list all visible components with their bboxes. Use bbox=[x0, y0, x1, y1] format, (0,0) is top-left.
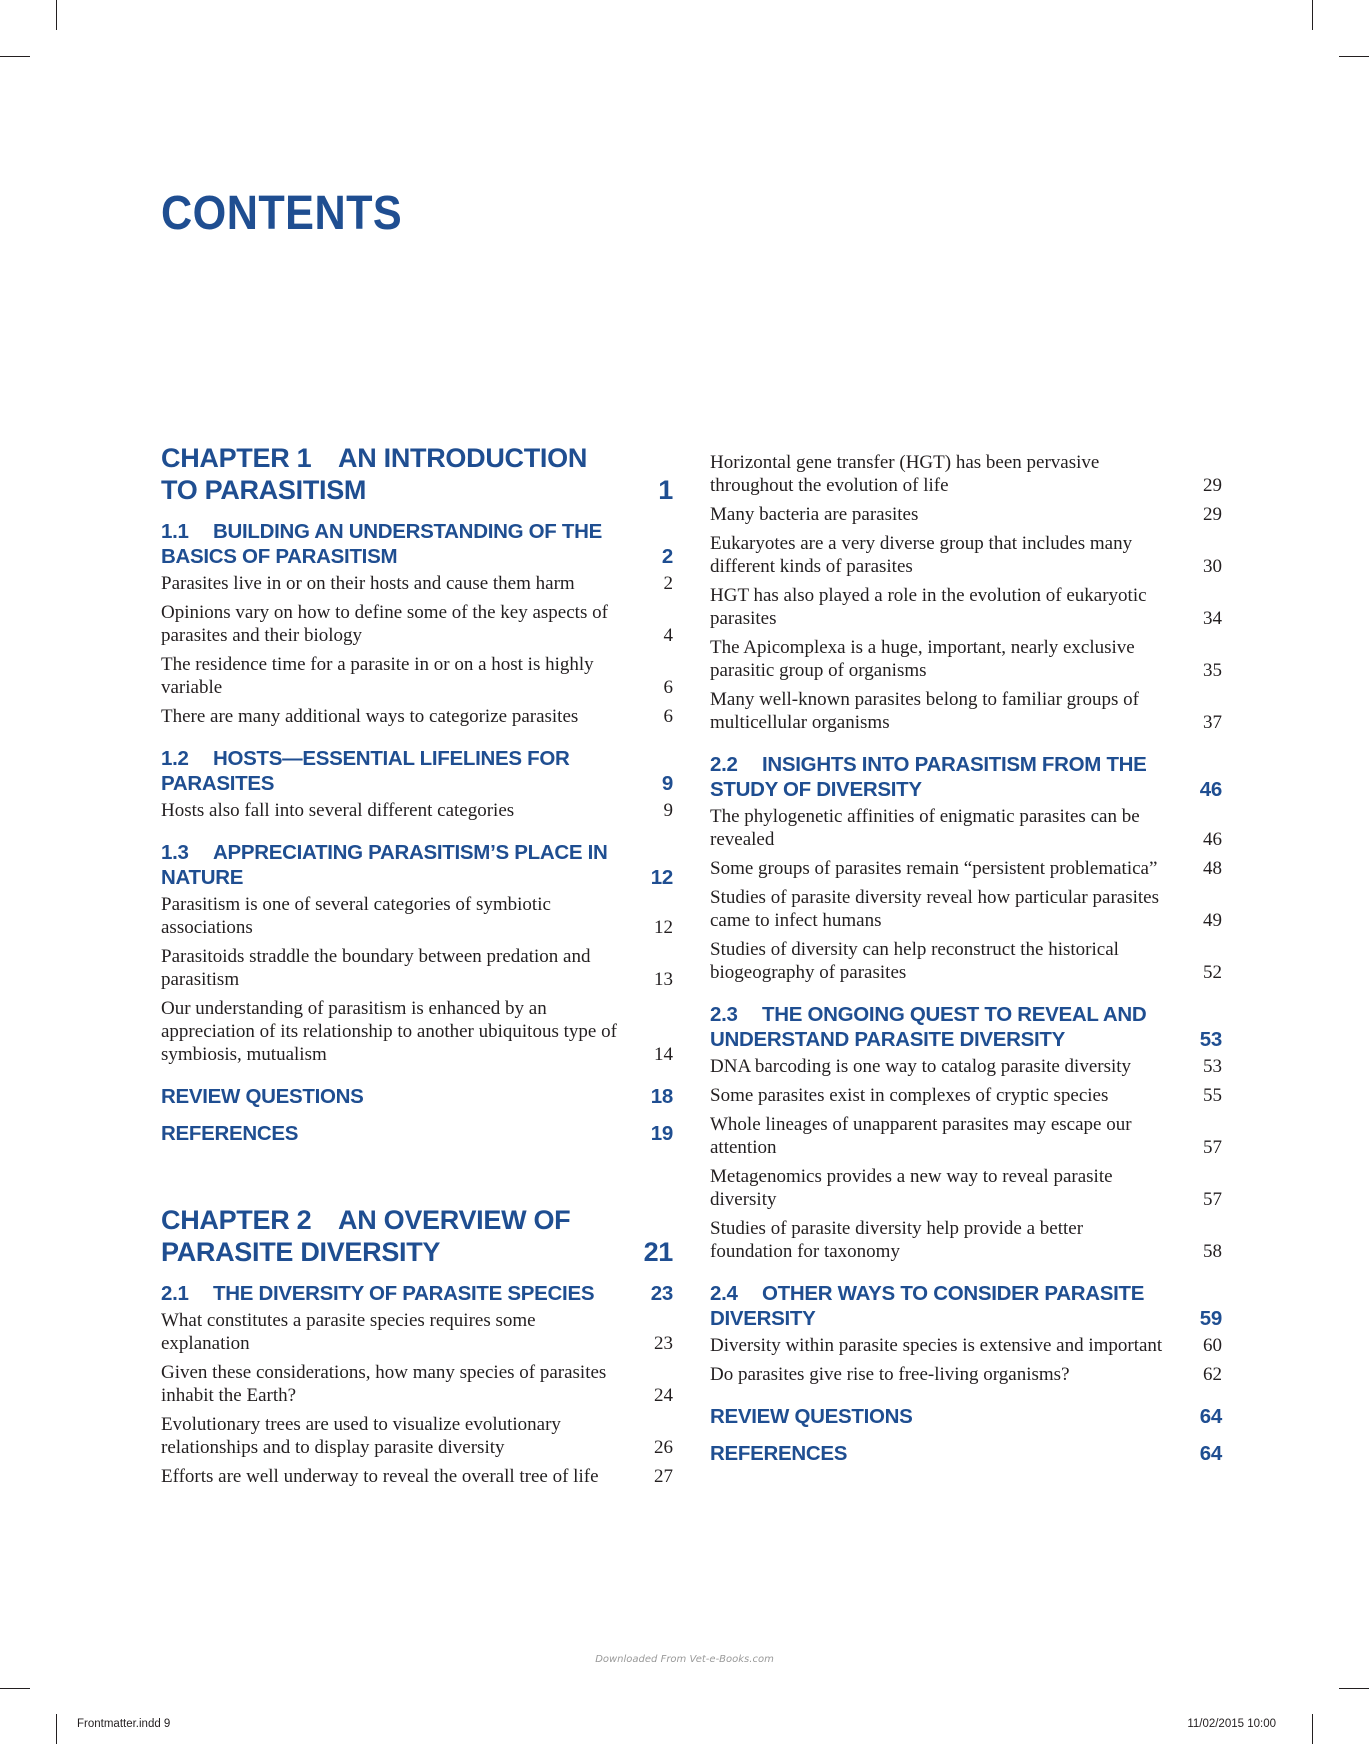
toc-endnote[interactable] bbox=[161, 1084, 673, 1109]
page-number: 34 bbox=[1203, 608, 1222, 629]
page-number: 37 bbox=[1203, 712, 1222, 733]
toc-entry-title bbox=[710, 688, 1222, 734]
crop-mark bbox=[1339, 1688, 1369, 1689]
toc-item[interactable] bbox=[161, 997, 673, 1066]
toc-entry-title bbox=[710, 584, 1222, 630]
chapter-label: CHAPTER 1 bbox=[161, 443, 312, 473]
toc-entry-title bbox=[161, 519, 673, 569]
page-number: 4 bbox=[663, 625, 673, 646]
section-number: 1.2 bbox=[161, 747, 189, 770]
toc-item[interactable] bbox=[161, 945, 673, 991]
page-number: 53 bbox=[1199, 1028, 1222, 1051]
toc-item[interactable] bbox=[710, 857, 1222, 880]
page-number: 60 bbox=[1203, 1335, 1222, 1356]
toc-item[interactable] bbox=[710, 1055, 1222, 1078]
page-number: 24 bbox=[654, 1385, 673, 1406]
toc-item[interactable] bbox=[710, 1113, 1222, 1159]
page-number: 57 bbox=[1203, 1137, 1222, 1158]
chapter-title: AN INTRODUCTION TO PARASITISM bbox=[161, 443, 588, 505]
toc-item[interactable] bbox=[710, 1165, 1222, 1211]
toc-entry-title bbox=[710, 1113, 1222, 1159]
section-number: 2.2 bbox=[710, 753, 738, 776]
crop-mark bbox=[1312, 0, 1313, 30]
entry-text: Our understanding of parasitism is enhanced by an appreciation of its relationship to another ubiquitous type of symbiosis, mutualism bbox=[161, 998, 617, 1065]
entry-text: REFERENCES bbox=[710, 1442, 848, 1465]
chapter-title: AN OVERVIEW OF PARASITE DIVERSITY bbox=[161, 1205, 571, 1267]
toc-entry-title bbox=[161, 840, 673, 890]
toc-endnote[interactable] bbox=[710, 1441, 1222, 1466]
toc-entry-title bbox=[710, 1334, 1222, 1357]
toc-entry-title bbox=[710, 1002, 1222, 1052]
page-number: 14 bbox=[654, 1044, 673, 1065]
section-title: THE DIVERSITY OF PARASITE SPECIES bbox=[213, 1282, 595, 1305]
page-number: 57 bbox=[1203, 1189, 1222, 1210]
page-number: 55 bbox=[1203, 1085, 1222, 1106]
toc-item[interactable] bbox=[710, 1363, 1222, 1386]
toc-item[interactable] bbox=[161, 1361, 673, 1407]
toc-entry-title bbox=[161, 1281, 673, 1306]
toc-entry-title bbox=[710, 1404, 1222, 1429]
entry-text: Studies of diversity can help reconstruct the historical biogeography of parasites bbox=[710, 939, 1119, 983]
page-number: 48 bbox=[1203, 858, 1222, 879]
section-title: BUILDING AN UNDERSTANDING OF THE BASICS OF PARASITISM bbox=[161, 520, 602, 568]
page-number: 23 bbox=[654, 1333, 673, 1354]
entry-text: Parasites live in or on their hosts and cause them harm bbox=[161, 573, 575, 594]
toc-entry-title bbox=[161, 705, 673, 728]
page-number: 29 bbox=[1203, 475, 1222, 496]
toc-entry-title bbox=[161, 1413, 673, 1459]
entry-text: Efforts are well underway to reveal the overall tree of life bbox=[161, 1466, 599, 1487]
entry-text: REVIEW QUESTIONS bbox=[161, 1085, 364, 1108]
slug-date: 11/02/2015 10:00 bbox=[1187, 1718, 1276, 1730]
toc-entry-title bbox=[161, 799, 673, 822]
crop-mark bbox=[0, 1688, 30, 1689]
toc-entry-title bbox=[710, 857, 1222, 880]
toc-entry-title bbox=[710, 1363, 1222, 1386]
toc-item[interactable] bbox=[710, 636, 1222, 682]
page-number: 12 bbox=[654, 917, 673, 938]
entry-text: Do parasites give rise to free-living organisms? bbox=[710, 1364, 1070, 1385]
toc-item[interactable] bbox=[710, 1334, 1222, 1357]
toc-entry-title bbox=[710, 451, 1222, 497]
page-number: 2 bbox=[663, 573, 673, 594]
toc-item[interactable] bbox=[710, 503, 1222, 526]
page-number: 12 bbox=[650, 866, 673, 889]
toc-endnote[interactable] bbox=[161, 1121, 673, 1146]
page-number: 19 bbox=[650, 1122, 673, 1145]
toc-entry-title bbox=[161, 997, 673, 1066]
page-number: 30 bbox=[1203, 556, 1222, 577]
watermark: Downloaded From Vet-e-Books.com bbox=[595, 1654, 774, 1665]
toc-item[interactable] bbox=[161, 1413, 673, 1459]
toc-entry-title bbox=[710, 1084, 1222, 1107]
toc-entry-title bbox=[710, 636, 1222, 682]
toc-entry-title bbox=[710, 938, 1222, 984]
toc-entry-title bbox=[161, 1361, 673, 1407]
page-number: 29 bbox=[1203, 504, 1222, 525]
toc-item[interactable] bbox=[161, 1465, 673, 1488]
crop-mark bbox=[1312, 1714, 1313, 1744]
toc-right-column bbox=[710, 445, 1222, 1466]
toc-entry-title bbox=[161, 893, 673, 939]
toc-item[interactable] bbox=[161, 653, 673, 699]
page-number: 46 bbox=[1203, 829, 1222, 850]
entry-text: DNA barcoding is one way to catalog parasite diversity bbox=[710, 1056, 1132, 1077]
toc-entry-title bbox=[710, 886, 1222, 932]
toc-item[interactable] bbox=[710, 532, 1222, 578]
toc-section[interactable] bbox=[710, 752, 1222, 802]
toc-item[interactable] bbox=[161, 1309, 673, 1355]
entry-text: What constitutes a parasite species requires some explanation bbox=[161, 1310, 536, 1354]
chapter-label: CHAPTER 2 bbox=[161, 1205, 312, 1235]
entry-text: Whole lineages of unapparent parasites may escape our attention bbox=[710, 1114, 1132, 1158]
entry-text: Horizontal gene transfer (HGT) has been pervasive throughout the evolution of life bbox=[710, 452, 1100, 496]
toc-section[interactable] bbox=[710, 1002, 1222, 1052]
entry-text: Some parasites exist in complexes of cryptic species bbox=[710, 1085, 1109, 1106]
page-number: 2 bbox=[661, 545, 673, 568]
entry-text: Some groups of parasites remain “persistent problematica” bbox=[710, 858, 1158, 879]
toc-section[interactable] bbox=[161, 519, 673, 569]
section-title: THE ONGOING QUEST TO REVEAL AND UNDERSTAND PARASITE DIVERSITY bbox=[710, 1003, 1147, 1051]
toc-item[interactable] bbox=[710, 938, 1222, 984]
toc-entry-title bbox=[161, 1084, 673, 1109]
page-number: 21 bbox=[643, 1237, 673, 1267]
entry-text: Opinions vary on how to define some of the key aspects of parasites and their biology bbox=[161, 602, 608, 646]
toc-item[interactable] bbox=[161, 893, 673, 939]
toc-item[interactable] bbox=[710, 688, 1222, 734]
page-number: 62 bbox=[1203, 1364, 1222, 1385]
page-number: 58 bbox=[1203, 1241, 1222, 1262]
section-number: 1.1 bbox=[161, 520, 189, 543]
toc-endnote[interactable] bbox=[710, 1404, 1222, 1429]
page-number: 26 bbox=[654, 1437, 673, 1458]
section-title: HOSTS—ESSENTIAL LIFELINES FOR PARASITES bbox=[161, 747, 570, 795]
toc-item[interactable] bbox=[161, 601, 673, 647]
toc-item[interactable] bbox=[710, 1084, 1222, 1107]
entry-text: Parasitism is one of several categories of symbiotic associations bbox=[161, 894, 551, 938]
toc-entry-title bbox=[710, 1055, 1222, 1078]
entry-text: Evolutionary trees are used to visualize evolutionary relationships and to display parasite diversity bbox=[161, 1414, 561, 1458]
entry-text: REVIEW QUESTIONS bbox=[710, 1405, 913, 1428]
toc-item[interactable] bbox=[710, 584, 1222, 630]
toc-entry-title bbox=[161, 1204, 673, 1268]
page-number: 6 bbox=[663, 706, 673, 727]
entry-text: Hosts also fall into several different categories bbox=[161, 800, 515, 821]
section-number: 2.3 bbox=[710, 1003, 738, 1026]
toc-entry-title bbox=[161, 1465, 673, 1488]
entry-text: Many well-known parasites belong to familiar groups of multicellular organisms bbox=[710, 689, 1139, 733]
toc-entry-title bbox=[710, 1281, 1222, 1331]
page-number: 59 bbox=[1199, 1307, 1222, 1330]
toc-item[interactable] bbox=[710, 451, 1222, 497]
toc-left-column bbox=[161, 442, 673, 1488]
toc-entry-title bbox=[710, 1165, 1222, 1211]
toc-entry-title bbox=[161, 601, 673, 647]
entry-text: Diversity within parasite species is extensive and important bbox=[710, 1335, 1163, 1356]
page-number: 46 bbox=[1199, 778, 1222, 801]
page-number: 23 bbox=[650, 1282, 673, 1305]
entry-text: The residence time for a parasite in or on a host is highly variable bbox=[161, 654, 594, 698]
section-number: 2.4 bbox=[710, 1282, 738, 1305]
page-number: 6 bbox=[663, 677, 673, 698]
toc-chapter[interactable] bbox=[161, 442, 673, 506]
section-title: APPRECIATING PARASITISM’S PLACE IN NATURE bbox=[161, 841, 608, 889]
toc-section[interactable] bbox=[161, 746, 673, 796]
toc-entry-title bbox=[710, 1441, 1222, 1466]
toc-section[interactable] bbox=[161, 1281, 673, 1306]
toc-entry-title bbox=[161, 945, 673, 991]
toc-entry-title bbox=[710, 752, 1222, 802]
page-number: 53 bbox=[1203, 1056, 1222, 1077]
page-number: 49 bbox=[1203, 910, 1222, 931]
page-number: 9 bbox=[663, 800, 673, 821]
page-title: CONTENTS bbox=[161, 187, 403, 240]
entry-text: The phylogenetic affinities of enigmatic parasites can be revealed bbox=[710, 806, 1140, 850]
crop-mark bbox=[56, 1714, 57, 1744]
page-number: 64 bbox=[1199, 1442, 1222, 1465]
toc-entry-title bbox=[710, 805, 1222, 851]
toc-item[interactable] bbox=[161, 705, 673, 728]
toc-entry-title bbox=[710, 503, 1222, 526]
toc-entry-title bbox=[161, 572, 673, 595]
toc-item[interactable] bbox=[161, 572, 673, 595]
page-number: 27 bbox=[654, 1466, 673, 1487]
toc-entry-title bbox=[710, 532, 1222, 578]
page-number: 35 bbox=[1203, 660, 1222, 681]
crop-mark bbox=[0, 56, 30, 57]
toc-entry-title bbox=[710, 1217, 1222, 1263]
entry-text: Given these considerations, how many species of parasites inhabit the Earth? bbox=[161, 1362, 607, 1406]
toc-chapter[interactable] bbox=[161, 1204, 673, 1268]
toc-item[interactable] bbox=[710, 1217, 1222, 1263]
toc-entry-title bbox=[161, 1121, 673, 1146]
page-number: 9 bbox=[661, 772, 673, 795]
toc-entry-title bbox=[161, 746, 673, 796]
toc-entry-title bbox=[161, 1309, 673, 1355]
entry-text: Many bacteria are parasites bbox=[710, 504, 919, 525]
toc-item[interactable] bbox=[710, 805, 1222, 851]
toc-item[interactable] bbox=[710, 886, 1222, 932]
section-number: 1.3 bbox=[161, 841, 189, 864]
toc-entry-title bbox=[161, 442, 673, 506]
toc-entry-title bbox=[161, 653, 673, 699]
section-title: OTHER WAYS TO CONSIDER PARASITE DIVERSITY bbox=[710, 1282, 1145, 1330]
entry-text: The Apicomplexa is a huge, important, nearly exclusive parasitic group of organisms bbox=[710, 637, 1135, 681]
entry-text: Studies of parasite diversity reveal how particular parasites came to infect humans bbox=[710, 887, 1159, 931]
entry-text: There are many additional ways to categorize parasites bbox=[161, 706, 579, 727]
toc-item[interactable] bbox=[161, 799, 673, 822]
entry-text: Parasitoids straddle the boundary between predation and parasitism bbox=[161, 946, 591, 990]
toc-section[interactable] bbox=[161, 840, 673, 890]
section-title: INSIGHTS INTO PARASITISM FROM THE STUDY OF DIVERSITY bbox=[710, 753, 1147, 801]
entry-text: REFERENCES bbox=[161, 1122, 299, 1145]
page-number: 64 bbox=[1199, 1405, 1222, 1428]
toc-section[interactable] bbox=[710, 1281, 1222, 1331]
page-number: 1 bbox=[658, 475, 673, 505]
entry-text: Eukaryotes are a very diverse group that includes many different kinds of parasites bbox=[710, 533, 1133, 577]
crop-mark bbox=[56, 0, 57, 30]
page-number: 52 bbox=[1203, 962, 1222, 983]
crop-mark bbox=[1339, 56, 1369, 57]
entry-text: HGT has also played a role in the evolution of eukaryotic parasites bbox=[710, 585, 1147, 629]
page-number: 13 bbox=[654, 969, 673, 990]
entry-text: Studies of parasite diversity help provide a better foundation for taxonomy bbox=[710, 1218, 1084, 1262]
entry-text: Metagenomics provides a new way to reveal parasite diversity bbox=[710, 1166, 1113, 1210]
slug-filename: Frontmatter.indd 9 bbox=[77, 1718, 171, 1730]
section-number: 2.1 bbox=[161, 1282, 189, 1305]
page-number: 18 bbox=[650, 1085, 673, 1108]
